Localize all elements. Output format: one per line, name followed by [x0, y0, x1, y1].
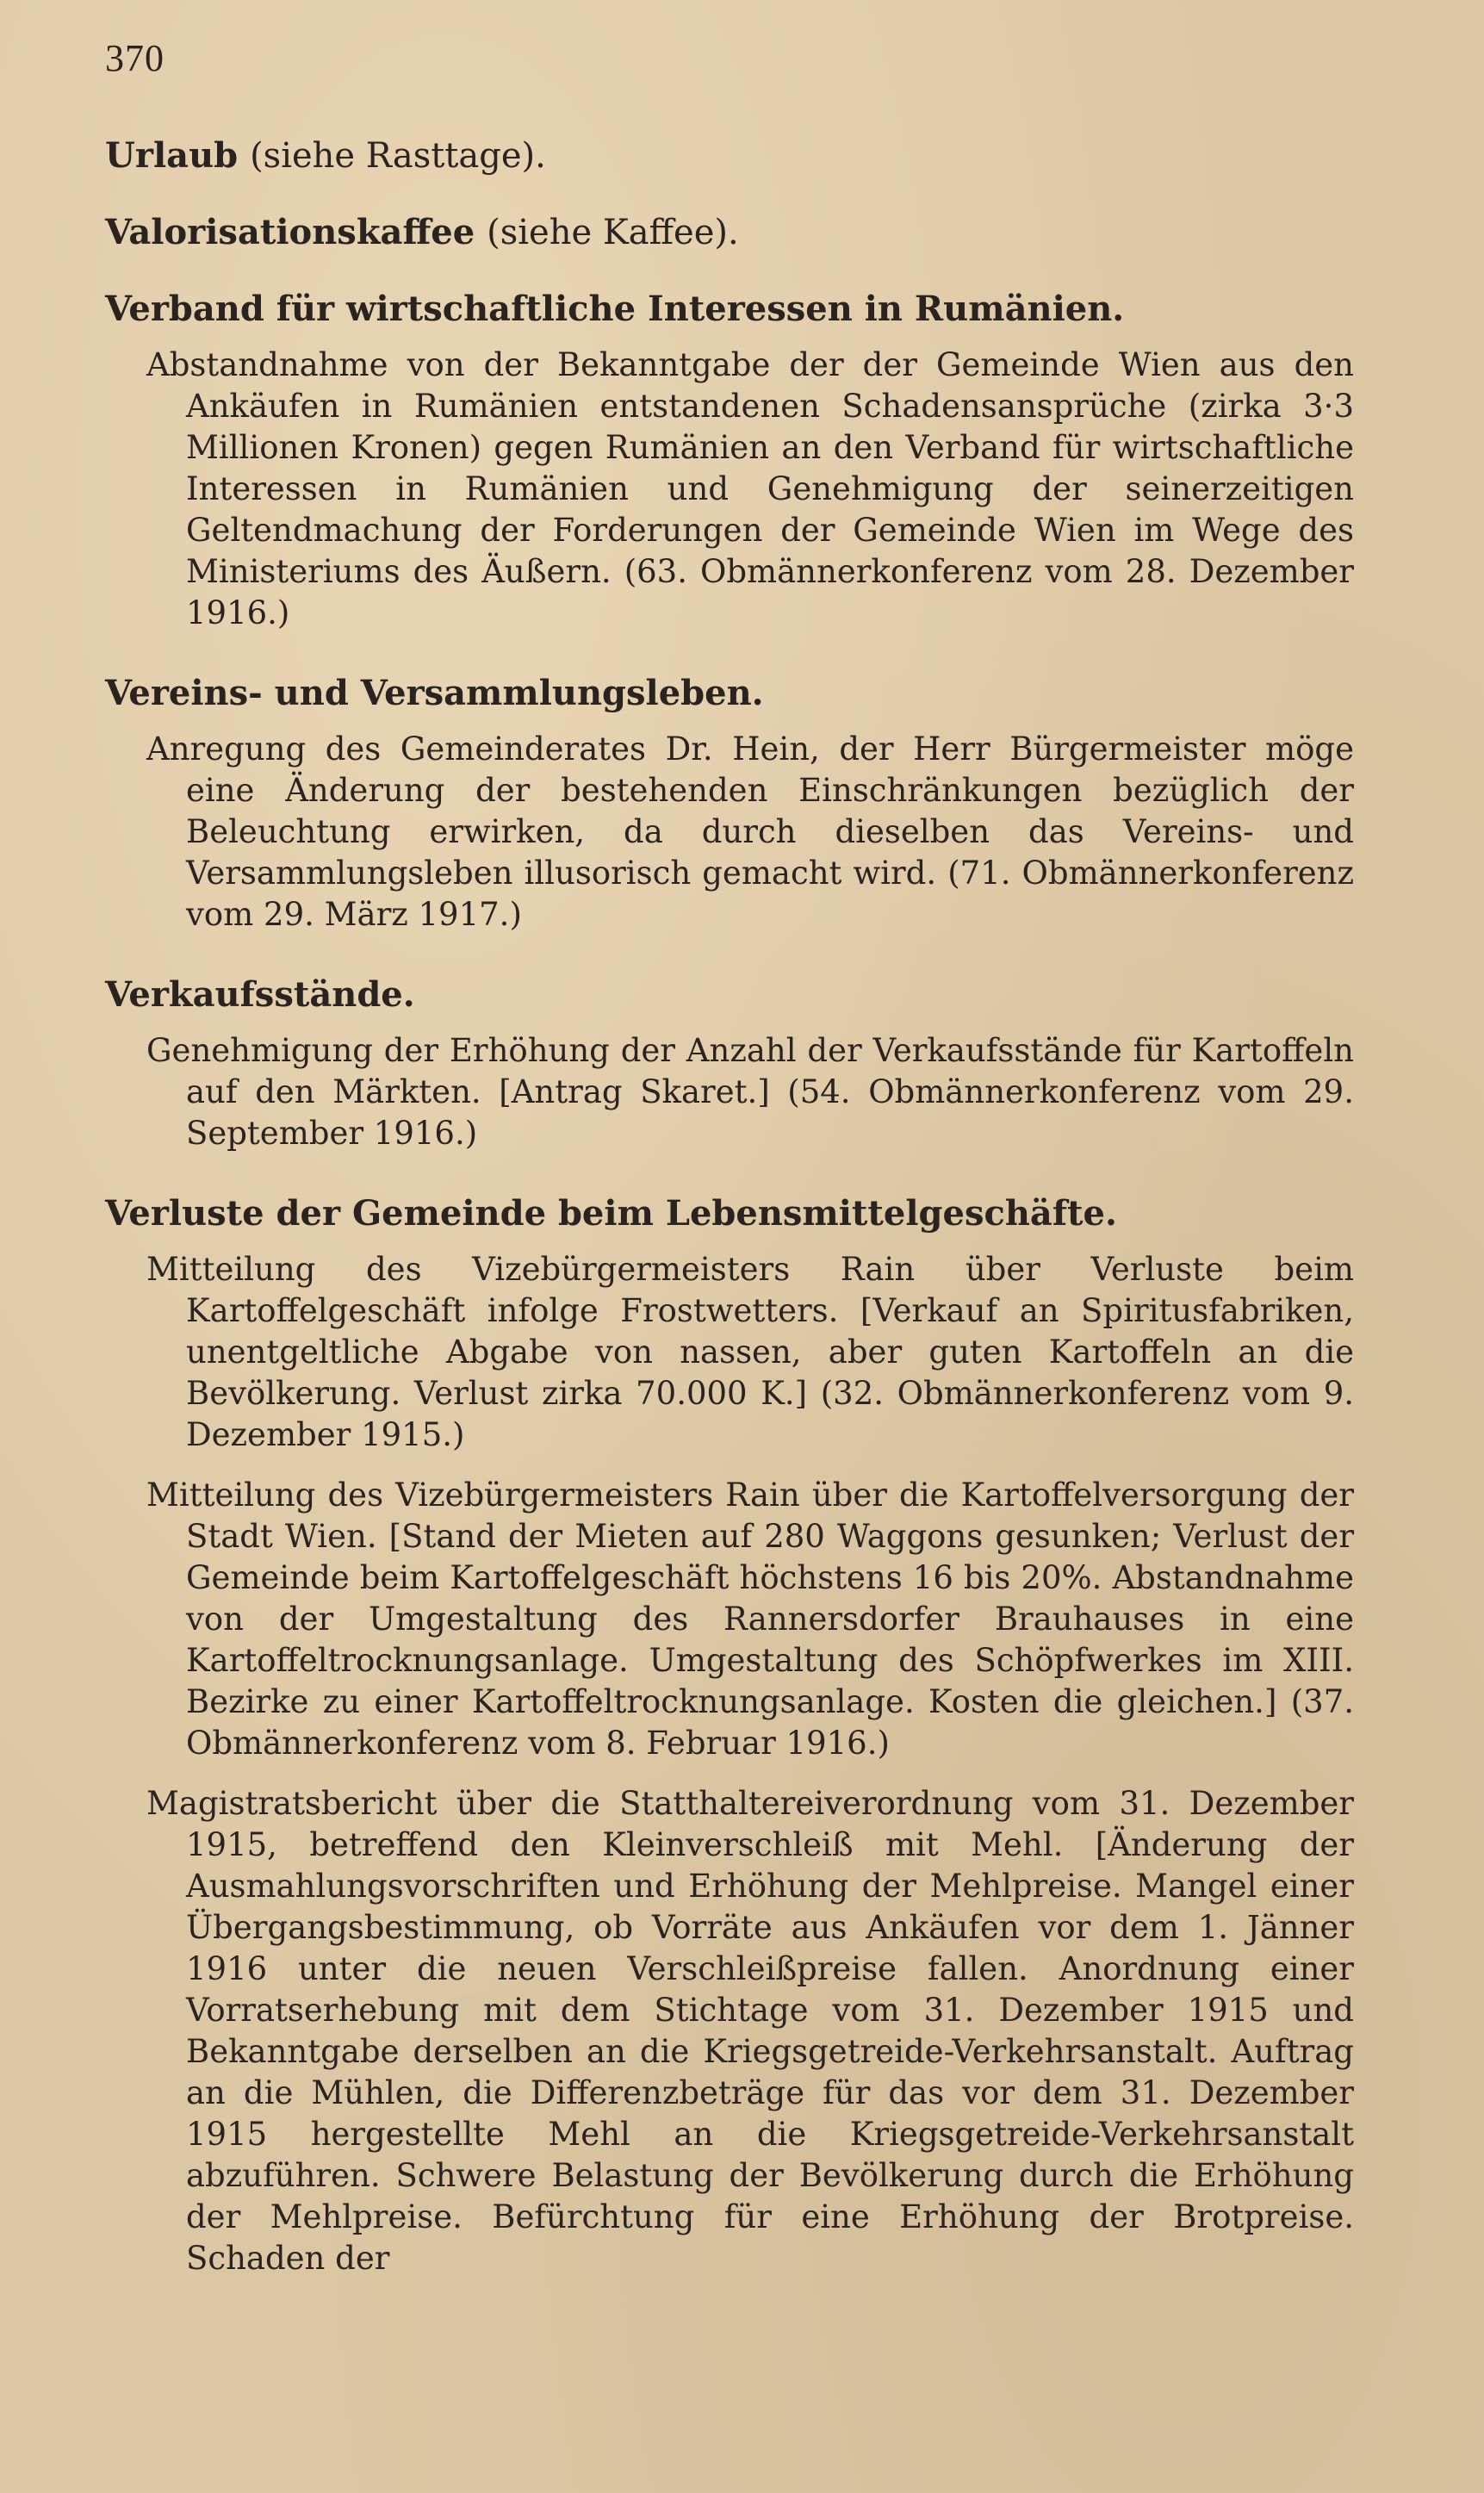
entry-heading: Vereins- und Versammlungsleben.	[105, 673, 764, 713]
index-entry-vereinsleben	[105, 668, 1354, 936]
entry-paragraph: Anregung des Gemeinderates Dr. Hein, der Herr Bürgermeister möge eine Änderung der bestehenden Einschränkungen bezüglich der Beleuchtung erwirken, da durch dieselben das Vereins- und Versammlungsleben illusorisch gemacht wird. (71. Obmännerkonferenz vom 29. März 1917.)	[146, 730, 1354, 933]
entry-paragraph: Genehmigung der Erhöhung der Anzahl der Verkaufsstände für Kartoffeln auf den Märkten. [Antrag Skaret.] (54. Obmännerkonferenz vom 29. September 1916.)	[146, 1032, 1354, 1152]
entry-paragraph: Mitteilung des Vizebürgermeisters Rain über die Kartoffelversorgung der Stadt Wien. [Stand der Mieten auf 280 Waggons gesunken; Verlust der Gemeinde beim Kartoffelgeschäft höchstens 16 bis 20%. Abstandnahme von der Umgestaltung des Rannersdorfer Brauhauses in eine Kartoffeltrocknungsanlage. Umgestaltung des Schöpfwerkes im XIII. Bezirke zu einer Kartoffeltrocknungsanlage. Kosten die gleichen.] (37. Obmännerkonferenz vom 8. Februar 1916.)	[146, 1477, 1354, 1762]
entry-heading	[105, 208, 1354, 258]
index-entry-valorisationskaffee	[105, 208, 1354, 258]
document-page	[105, 34, 1354, 2314]
index-entry-urlaub	[105, 131, 1354, 181]
entry-paragraph: Magistratsbericht über die Statthaltereiverordnung vom 31. Dezember 1915, betreffend den Kleinverschleiß mit Mehl. [Änderung der Ausmahlungsvorschriften und Erhöhung der Mehlpreise. Mangel einer Übergangsbestimmung, ob Vorräte aus Ankäufen vor dem 1. Jänner 1916 unter die neuen Verschleißpreise fallen. Anordnung einer Vorratserhebung mit dem Stichtage vom 31. Dezember 1915 und Bekanntgabe derselben an die Kriegsgetreide-Verkehrsanstalt. Auftrag an die Mühlen, die Differenzbeträge für das vor dem 31. Dezember 1915 hergestellte Mehl an die Kriegsgetreide-Verkehrsanstalt abzuführen. Schwere Belastung der Bevölkerung durch die Erhöhung der Mehlpreise. Befürchtung für eine Erhöhung der Brotpreise. Schaden der	[146, 1785, 1354, 2277]
entry-heading: Verband für wirtschaftliche Interessen in Rumänien.	[105, 289, 1125, 329]
heading-term: Urlaub	[105, 135, 239, 176]
entry-heading: Verluste der Gemeinde beim Lebensmittelgeschäfte.	[105, 1193, 1117, 1234]
heading-term: Valorisationskaffee	[105, 212, 475, 252]
index-entry-verluste	[105, 1189, 1354, 2279]
cross-reference: (siehe Kaffee).	[487, 213, 739, 252]
entry-paragraph: Mitteilung des Vizebürgermeisters Rain über Verluste beim Kartoffelgeschäft infolge Frostwetters. [Verkauf an Spiritusfabriken, unentgeltliche Abgabe von nassen, aber guten Kartoffeln an die Bevölkerung. Verlust zirka 70.000 K.] (32. Obmännerkonferenz vom 9. Dezember 1915.)	[146, 1251, 1354, 1453]
cross-reference: (siehe Rasttage).	[250, 136, 546, 176]
index-entry-verkaufsstaende	[105, 970, 1354, 1154]
index-entry-verband	[105, 284, 1354, 634]
entry-heading: Verkaufsstände.	[105, 974, 415, 1015]
entry-paragraph: Abstandnahme von der Bekanntgabe der der Gemeinde Wien aus den Ankäufen in Rumänien entstandenen Schadensansprüche (zirka 3·3 Millionen Kronen) gegen Rumänien an den Verband für wirtschaftliche Interessen in Rumänien und Genehmigung der seinerzeitigen Geltendmachung der Forderungen der Gemeinde Wien im Wege des Ministeriums des Äußern. (63. Obmännerkonferenz vom 28. Dezember 1916.)	[146, 346, 1354, 631]
entry-heading	[105, 131, 1354, 181]
page-number: 370	[105, 37, 165, 79]
